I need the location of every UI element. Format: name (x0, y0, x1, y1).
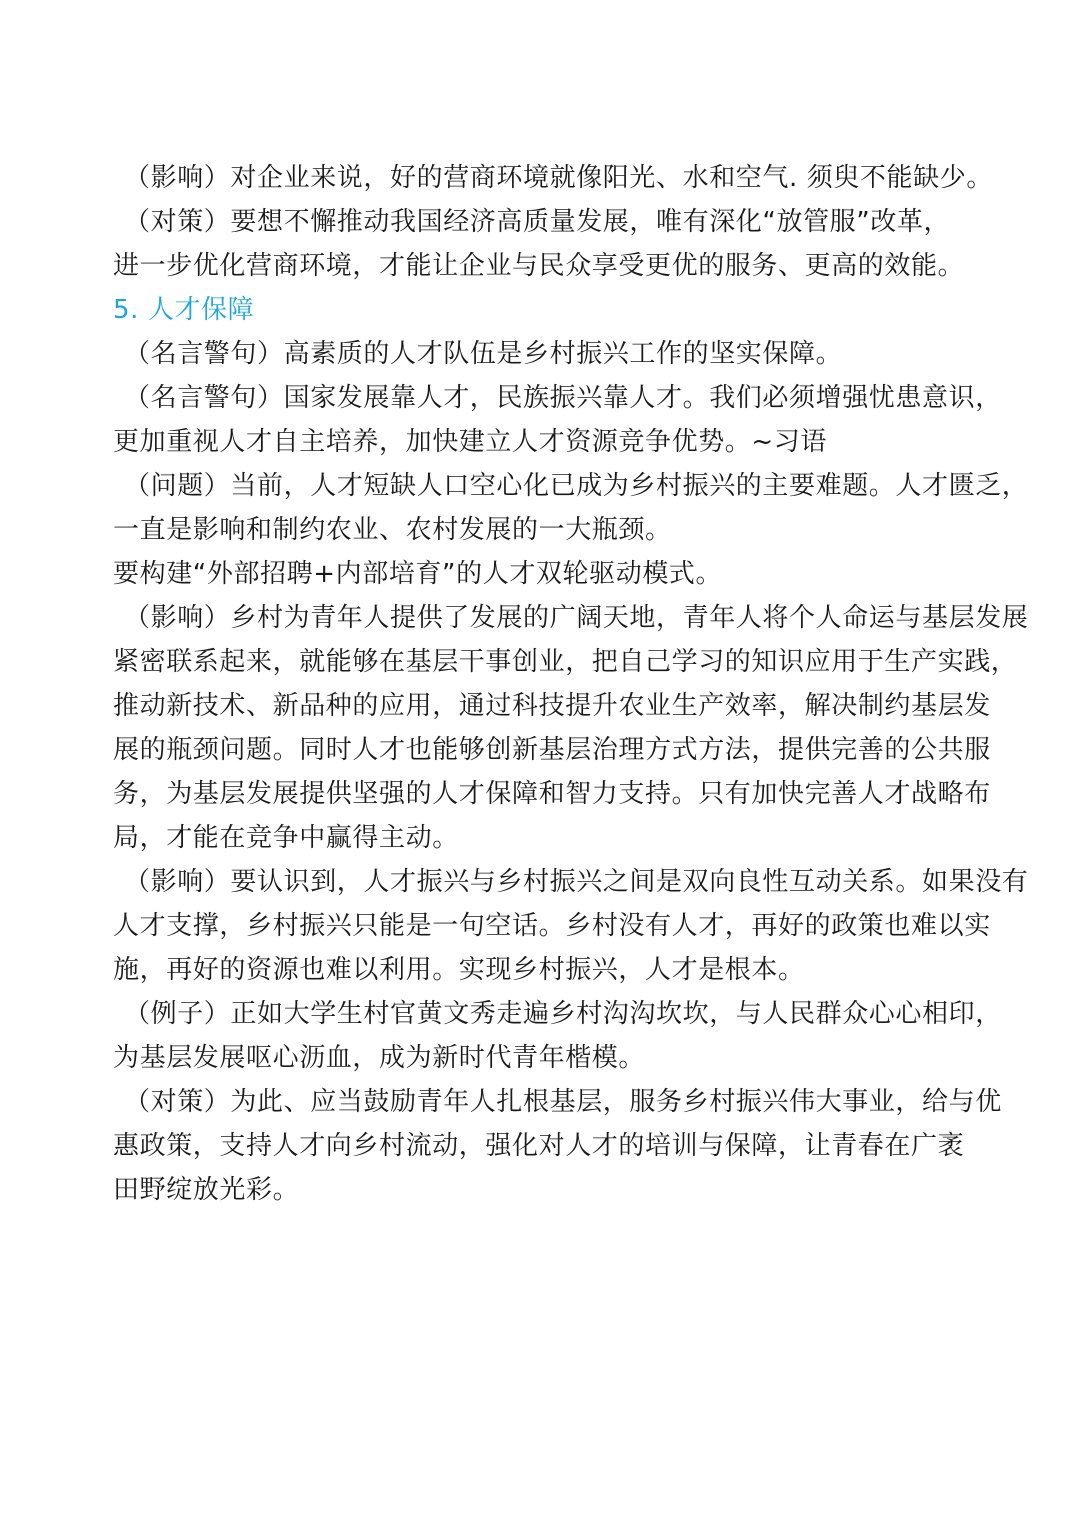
paragraph-line: 惠政策，支持人才向乡村流动，强化对人才的培训与保障，让青春在广袤 (113, 1131, 965, 1161)
paragraph-line: 一直是影响和制约农业、农村发展的一大瓶颈。 (113, 515, 672, 545)
paragraph-line: 田野绽放光彩。 (113, 1175, 300, 1205)
paragraph-line: 为基层发展呕心沥血，成为新时代青年楷模。 (113, 1043, 646, 1073)
paragraph-line: （影响）对企业来说，好的营商环境就像阳光、水和空气. 须臾不能缺少。 (124, 163, 993, 193)
paragraph-line: （问题）当前，人才短缺人口空心化已成为乡村振兴的主要难题。人才匮乏， (124, 471, 1029, 501)
paragraph-line: 进一步优化营商环境，才能让企业与民众享受更优的服务、更高的效能。 (113, 251, 965, 281)
paragraph-line: （名言警句）高素质的人才队伍是乡村振兴工作的坚实保障。 (124, 339, 843, 369)
paragraph-line: （名言警句）国家发展靠人才，民族振兴靠人才。我们必须增强忧患意识， (124, 383, 1002, 413)
paragraph-line: 推动新技术、新品种的应用，通过科技提升农业生产效率，解决制约基层发 (113, 691, 991, 721)
paragraph-line: 展的瓶颈问题。同时人才也能够创新基层治理方式方法，提供完善的公共服 (113, 735, 991, 765)
paragraph-line: （对策）为此、应当鼓励青年人扎根基层，服务乡村振兴伟大事业，给与优 (124, 1087, 1002, 1117)
paragraph-line: 务，为基层发展提供坚强的人才保障和智力支持。只有加快完善人才战略布 (113, 779, 991, 809)
paragraph-line: 人才支撑，乡村振兴只能是一句空话。乡村没有人才，再好的政策也难以实 (113, 911, 991, 941)
paragraph-line: 更加重视人才自主培养，加快建立人才资源竞争优势。~习语 (113, 427, 827, 457)
paragraph-line: （影响）要认识到，人才振兴与乡村振兴之间是双向良性互动关系。如果没有 (124, 867, 1029, 897)
paragraph-line: （影响）乡村为青年人提供了发展的广阔天地，青年人将个人命运与基层发展 (124, 603, 1029, 633)
paragraph-line: 紧密联系起来，就能够在基层干事创业，把自己学习的知识应用于生产实践， (113, 647, 1018, 677)
section-heading: 5. 人才保障 (113, 295, 255, 325)
paragraph-line: （对策）要想不懈推动我国经济高质量发展，唯有深化“放管服”改革， (124, 207, 951, 237)
paragraph-line: 要构建“外部招聘+内部培育”的人才双轮驱动模式。 (113, 559, 723, 589)
paragraph-line: 施，再好的资源也难以利用。实现乡村振兴，人才是根本。 (113, 955, 805, 985)
paragraph-line: 局，才能在竞争中赢得主动。 (113, 823, 459, 853)
paragraph-line: （例子）正如大学生村官黄文秀走遍乡村沟沟坎坎，与人民群众心心相印， (124, 999, 1002, 1029)
